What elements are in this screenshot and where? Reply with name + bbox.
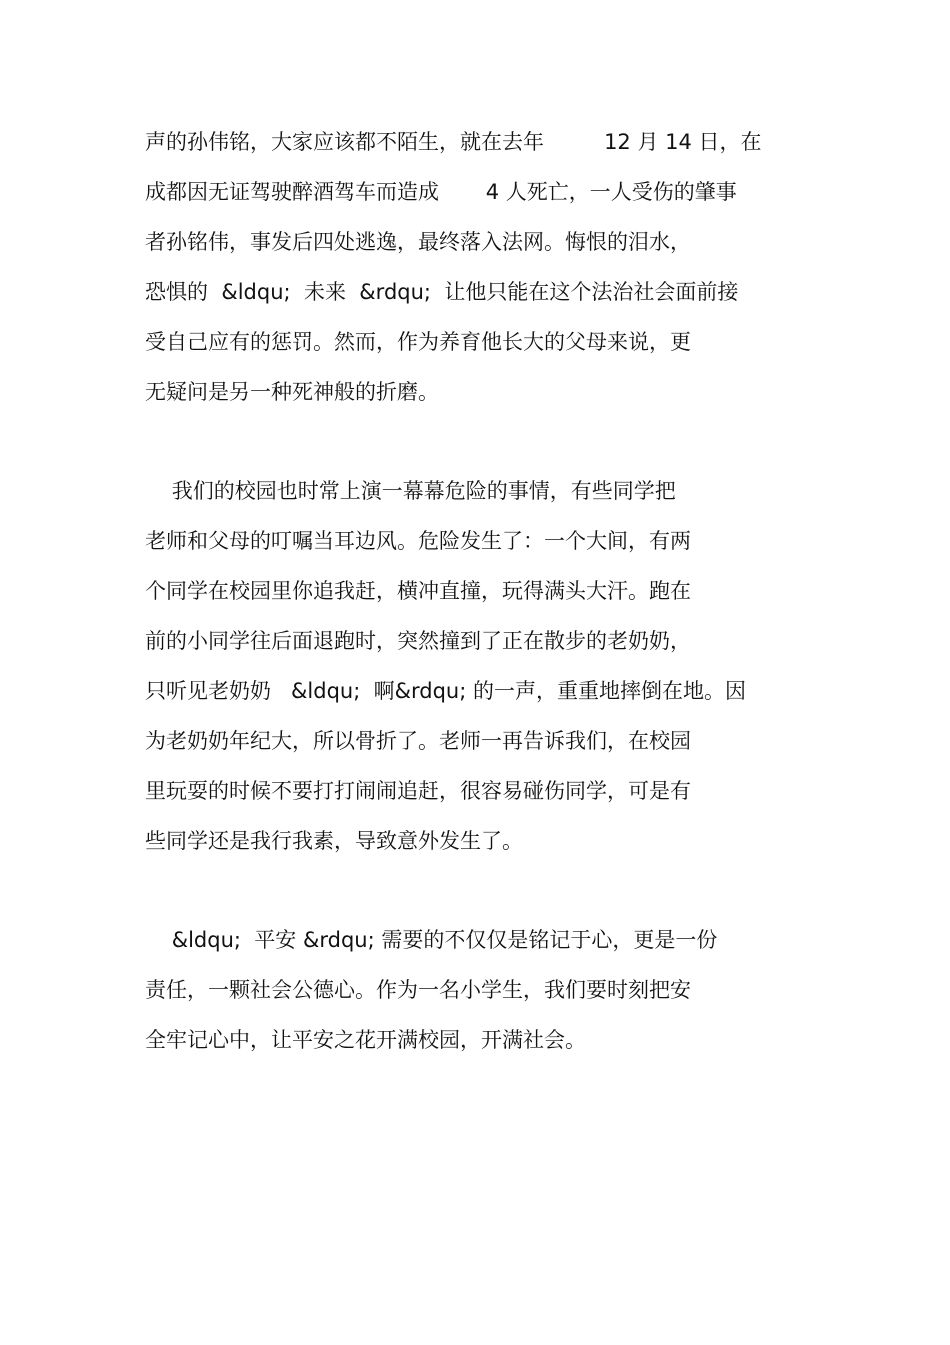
text-line: 里玩耍的时候不要打打闹闹追赶，很容易碰伤同学，可是有 (145, 779, 691, 803)
text-line: 受自己应有的惩罚。然而，作为养育他长大的父母来说，更 (145, 330, 691, 354)
text-line: 只听见老奶奶 &ldqu; 啊&rdqu; 的一声，重重地摔倒在地。因 (145, 679, 746, 703)
text-line: 恐惧的 &ldqu; 未来 &rdqu; 让他只能在这个法治社会面前接 (145, 280, 739, 304)
text-line: 者孙铭伟，事发后四处逃逸，最终落入法网。悔恨的泪水， (145, 230, 691, 254)
text-line: 为老奶奶年纪大，所以骨折了。老师一再告诉我们，在校园 (145, 729, 691, 753)
text-line: 声的孙伟铭，大家应该都不陌生，就在去年 12 月 14 日，在 (145, 130, 762, 154)
text-line: 责任，一颗社会公德心。作为一名小学生，我们要时刻把安 (145, 978, 691, 1002)
text-line: 成都因无证驾驶醉酒驾车而造成 4 人死亡，一人受伤的肇事 (145, 180, 737, 204)
text-line: 些同学还是我行我素，导致意外发生了。 (145, 829, 523, 853)
text-line: 全牢记心中，让平安之花开满校园，开满社会。 (145, 1028, 586, 1052)
text-line: 个同学在校园里你追我赶，横冲直撞，玩得满头大汗。跑在 (145, 579, 691, 603)
text-line: 老师和父母的叮嘱当耳边风。危险发生了：一个大间，有两 (145, 529, 691, 553)
text-line: 我们的校园也时常上演一幕幕危险的事情，有些同学把 (145, 479, 676, 503)
text-line: 无疑问是另一种死神般的折磨。 (145, 380, 439, 404)
text-line: &ldqu; 平安 &rdqu; 需要的不仅仅是铭记于心，更是一份 (145, 928, 718, 952)
text-line: 前的小同学往后面退跑时，突然撞到了正在散步的老奶奶， (145, 629, 691, 653)
